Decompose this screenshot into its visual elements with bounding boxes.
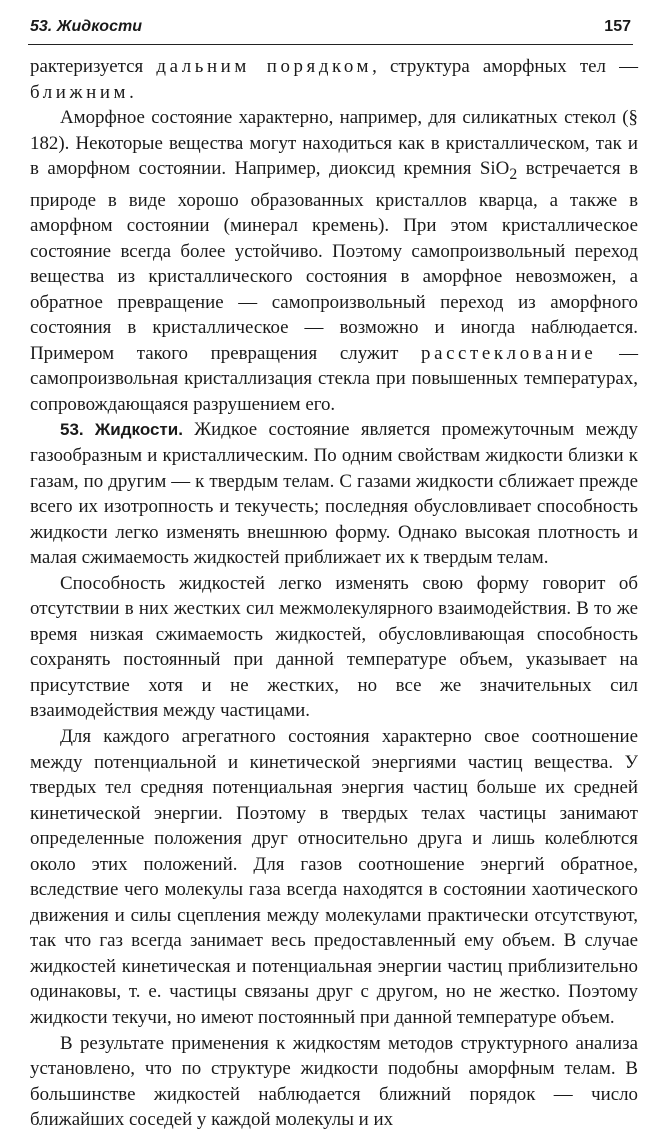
paragraph-1: рактеризуется дальним порядком, структура аморфных тел — ближним. bbox=[30, 56, 638, 103]
paragraph-6: В результате применения к жидкостям методов структурного анализа установлено, что по структуре жидкости подобны аморфным телам. В большинстве жидкостей наблюдается ближний порядок — число ближайших соседей у каждой молекулы и их bbox=[30, 1032, 638, 1131]
page-number: 157 bbox=[604, 18, 631, 35]
section-heading: 53. Жидкости. bbox=[60, 420, 183, 440]
paragraph-2: Аморфное состояние характерно, например, для силикатных стекол (§ 182). Некоторые вещества могут находиться как в кристаллическом, так и в аморфном состоянии. Например, диоксид кремния SiO$_2$ встречается в природе в виде хорошо образованных кристаллов кварца, а также в аморфном состоянии (минерал кремень). При этом кристаллическое состояние всегда более устойчиво. Поэтому самопроизвольный переход вещества из кристаллического состояния в аморфное невозможен, а обратное превращение — самопроизвольный переход из аморфного состояния в кристаллическое — возможно и иногда наблюдается. Примером такого превращения служит расстеклование — самопроизвольная кристаллизация стекла при повышенных температурах, сопровождающаяся разрушением его. bbox=[30, 107, 638, 415]
running-head bbox=[30, 16, 631, 40]
section-title: 53. Жидкости bbox=[30, 18, 142, 35]
body-text bbox=[30, 54, 638, 1133]
header-rule bbox=[28, 44, 633, 45]
paragraph-3: 53. Жидкости. Жидкое состояние является промежуточным между газообразным и кристаллическим. По одним свойствам жидкости близки к газам, по другим — к твердым телам. С газами жидкости сближает прежде всего их изотропность и текучесть; последняя обусловливает способность жидкости легко изменять внешнюю форму. Однако высокая плотность и малая сжимаемость жидкостей приближает их к твердым телам. bbox=[30, 419, 638, 569]
paragraph-5: Для каждого агрегатного состояния характерно свое соотношение между потенциальной и кинетической энергиями частиц вещества. У твердых тел средняя потенциальная энергия частиц больше их средней кинетической энергии. Поэтому в твердых телах частицы занимают определенные положения друг относительно друга и лишь колеблются около этих положений. Для газов соотношение энергий обратное, вследствие чего молекулы газа всегда находятся в состоянии хаотического движения и силы сцепления между молекулами практически отсутствуют, так что газ всегда занимает весь предоставленный ему объем. В случае жидкостей кинетическая и потенциальная энергии частиц приблизительно одинаковы, т. е. частицы связаны друг с другом, но не жестко. Поэтому жидкости текучи, но имеют постоянный при данной температуре объем. bbox=[30, 726, 638, 1029]
paragraph-4: Способность жидкостей легко изменять свою форму говорит об отсутствии в них жестких сил межмолекулярного взаимодействия. В то же время низкая сжимаемость жидкостей, обусловливающая способность сохранять постоянный при данной температуре объем, указывает на присутствие хотя и не жестких, но все же значительных сил взаимодействия между частицами. bbox=[30, 572, 638, 722]
